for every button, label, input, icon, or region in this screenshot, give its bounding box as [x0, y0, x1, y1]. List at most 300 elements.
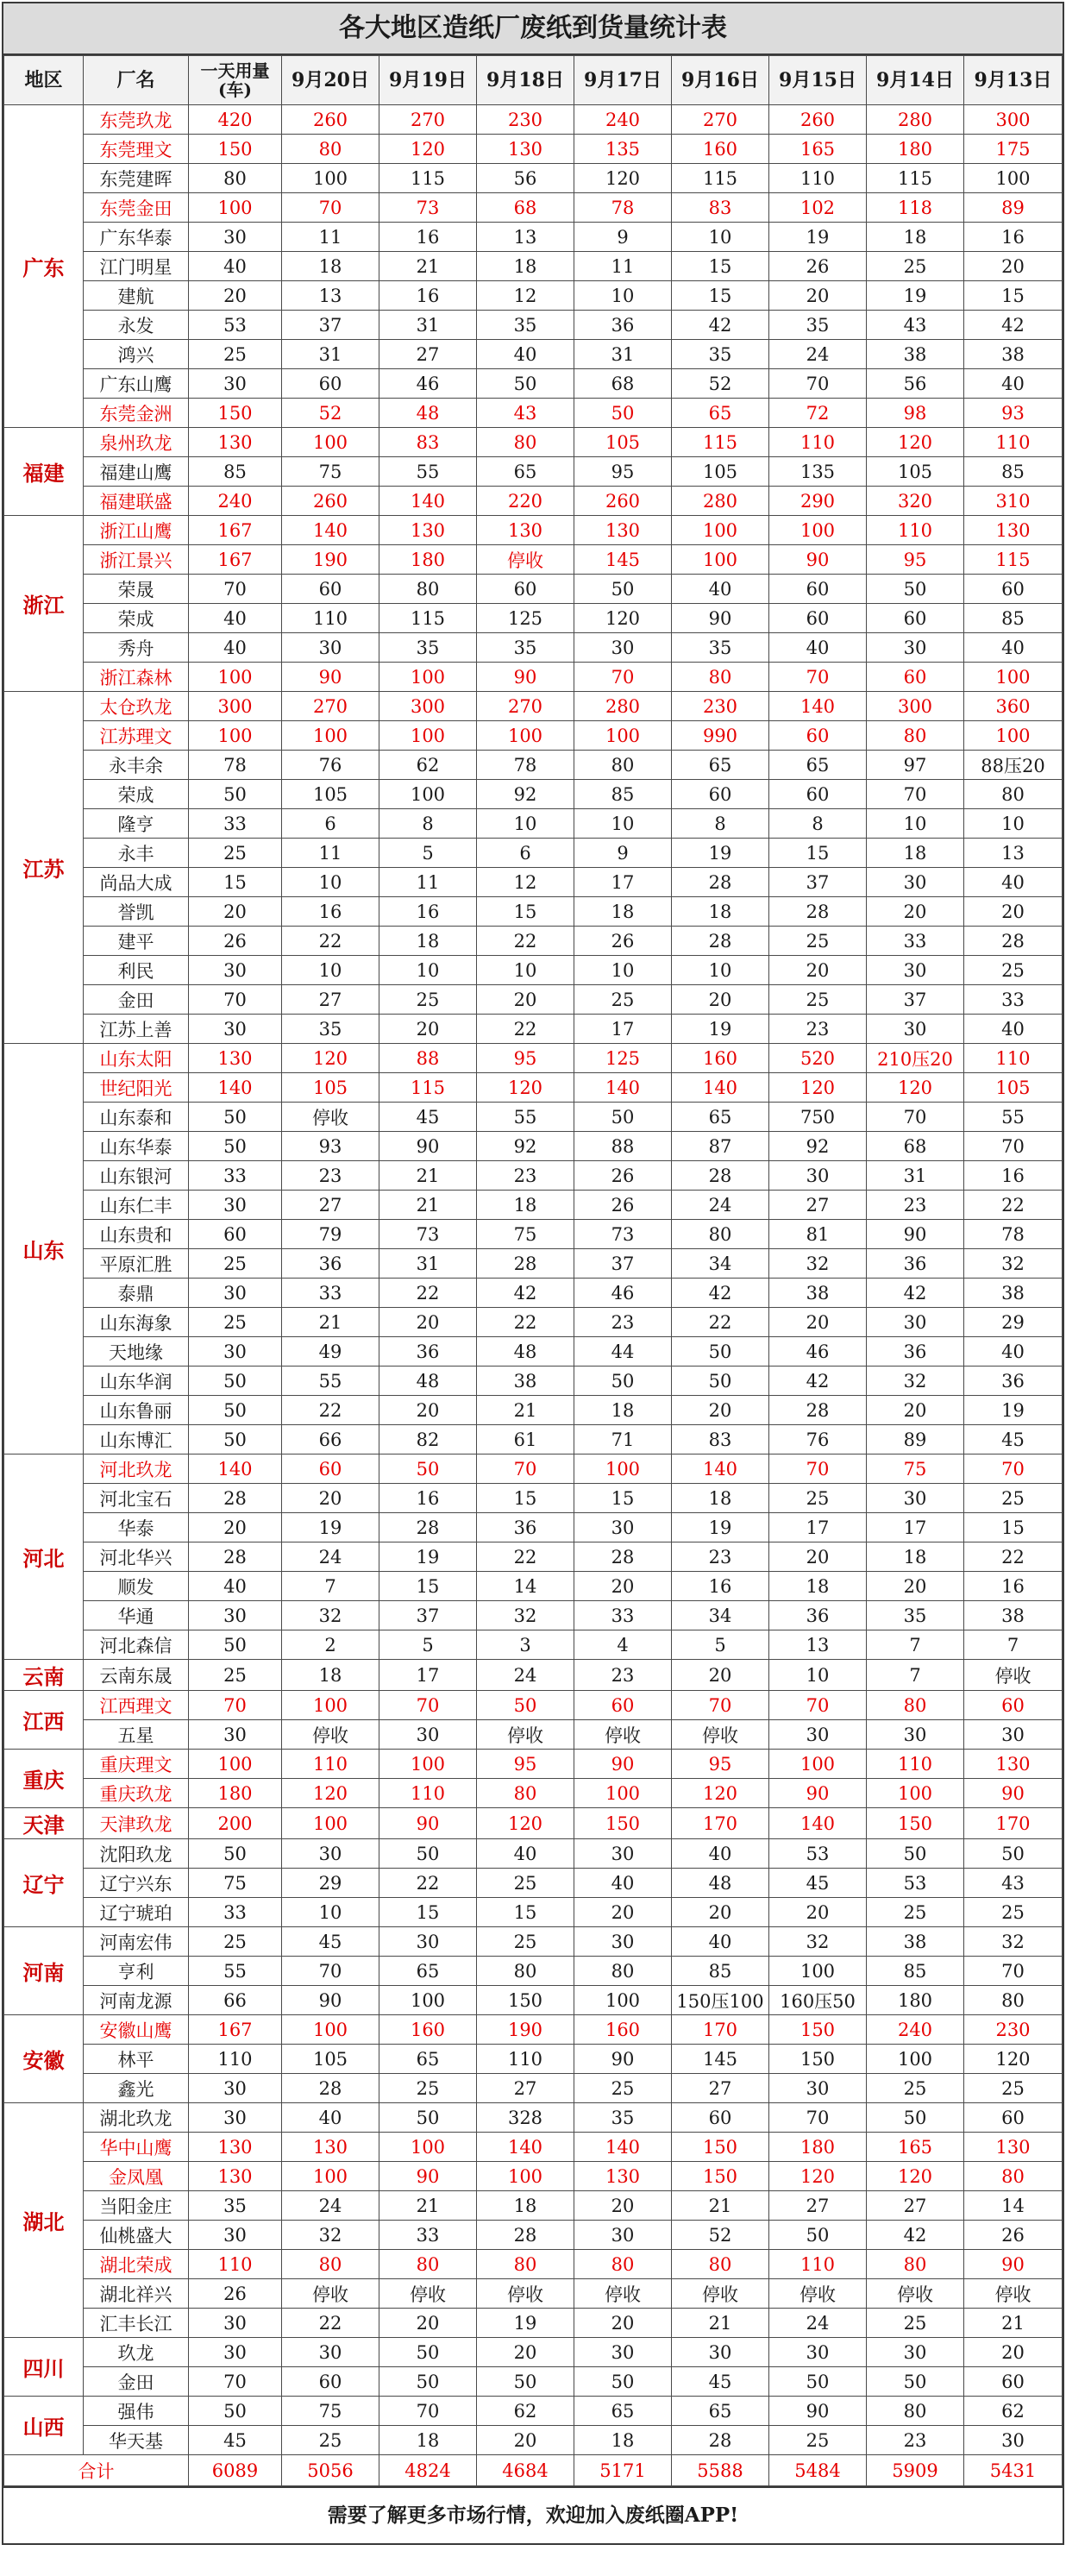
value-cell: 102	[769, 193, 867, 223]
value-cell: 30	[189, 1191, 282, 1220]
value-cell: 48	[477, 1337, 574, 1367]
value-cell: 120	[282, 1044, 379, 1073]
value-cell: 50	[867, 2103, 964, 2133]
header-row	[4, 56, 1063, 105]
value-cell: 90	[379, 1808, 477, 1839]
value-cell: 98	[867, 399, 964, 428]
value-cell: 33	[379, 2221, 477, 2250]
value-cell: 20	[574, 1898, 672, 1927]
value-cell: 90	[379, 2162, 477, 2191]
value-cell: 80	[867, 2250, 964, 2279]
region-cell: 山西	[4, 2397, 84, 2455]
value-cell: 20	[574, 1572, 672, 1601]
value-cell: 30	[189, 1720, 282, 1750]
value-cell: 50	[574, 1367, 672, 1396]
value-cell: 78	[477, 751, 574, 780]
value-cell: 65	[672, 751, 769, 780]
region-cell: 天津	[4, 1808, 84, 1839]
value-cell: 70	[477, 1454, 574, 1484]
value-cell: 210压20	[867, 1044, 964, 1073]
value-cell: 31	[379, 311, 477, 340]
value-cell: 50	[964, 1839, 1063, 1869]
value-cell: 16	[964, 223, 1063, 252]
value-cell: 33	[282, 1279, 379, 1308]
value-cell: 34	[672, 1601, 769, 1630]
mill-name-cell: 山东博汇	[84, 1425, 189, 1454]
value-cell: 120	[477, 1073, 574, 1103]
value-cell: 15	[769, 839, 867, 868]
value-cell: 45	[964, 1425, 1063, 1454]
value-cell: 89	[867, 1425, 964, 1454]
value-cell: 17	[379, 1660, 477, 1691]
value-cell: 100	[574, 721, 672, 751]
value-cell: 120	[282, 1779, 379, 1808]
value-cell: 18	[672, 1484, 769, 1513]
value-cell: 90	[379, 1132, 477, 1161]
value-cell: 60	[574, 1691, 672, 1720]
region-cell: 河北	[4, 1454, 84, 1660]
value-cell: 110	[867, 516, 964, 545]
table-row	[4, 1986, 1063, 2015]
value-cell: 100	[477, 721, 574, 751]
table-row	[4, 604, 1063, 633]
value-cell: 130	[379, 516, 477, 545]
value-cell: 70	[672, 1691, 769, 1720]
value-cell: 140	[282, 516, 379, 545]
value-cell: 50	[867, 575, 964, 604]
value-cell: 6	[282, 809, 379, 839]
value-cell: 65	[379, 1957, 477, 1986]
value-cell: 52	[672, 369, 769, 399]
value-cell: 33	[867, 927, 964, 956]
value-cell: 61	[477, 1425, 574, 1454]
value-cell: 62	[379, 751, 477, 780]
value-cell: 18	[867, 223, 964, 252]
value-cell: 24	[769, 340, 867, 369]
value-cell: 36	[769, 1601, 867, 1630]
value-cell: 68	[477, 193, 574, 223]
value-cell: 55	[282, 1367, 379, 1396]
table-row	[4, 193, 1063, 223]
value-cell: 11	[574, 252, 672, 281]
mill-name-cell: 誉凯	[84, 897, 189, 927]
value-cell: 100	[189, 663, 282, 692]
value-cell: 20	[477, 985, 574, 1015]
table-row	[4, 1779, 1063, 1808]
region-cell: 四川	[4, 2338, 84, 2397]
value-cell: 停收	[477, 1720, 574, 1750]
value-cell: 25	[769, 985, 867, 1015]
region-cell: 辽宁	[4, 1839, 84, 1927]
value-cell: 24	[477, 1660, 574, 1691]
value-cell: 13	[964, 839, 1063, 868]
value-cell: 70	[867, 780, 964, 809]
value-cell: 20	[672, 1660, 769, 1691]
value-cell: 30	[574, 1927, 672, 1957]
value-cell: 115	[379, 604, 477, 633]
value-cell: 66	[282, 1425, 379, 1454]
value-cell: 5	[379, 1630, 477, 1660]
value-cell: 10	[867, 809, 964, 839]
value-cell: 120	[867, 428, 964, 457]
mill-name-cell: 河北森信	[84, 1630, 189, 1660]
table-row	[4, 223, 1063, 252]
value-cell: 100	[867, 2045, 964, 2074]
total-value-cell: 5484	[769, 2455, 867, 2486]
value-cell: 10	[672, 956, 769, 985]
value-cell: 27	[769, 2191, 867, 2221]
value-cell: 140	[769, 692, 867, 721]
value-cell: 23	[477, 1161, 574, 1191]
table-row	[4, 1132, 1063, 1161]
value-cell: 25	[964, 956, 1063, 985]
value-cell: 34	[672, 1249, 769, 1279]
value-cell: 70	[769, 2103, 867, 2133]
value-cell: 23	[574, 1308, 672, 1337]
mill-name-cell: 山东太阳	[84, 1044, 189, 1073]
value-cell: 35	[379, 633, 477, 663]
value-cell: 30	[189, 1601, 282, 1630]
value-cell: 115	[672, 428, 769, 457]
value-cell: 360	[964, 692, 1063, 721]
mill-name-cell: 秀舟	[84, 633, 189, 663]
table-row	[4, 252, 1063, 281]
mill-name-cell: 东莞玖龙	[84, 105, 189, 135]
value-cell: 22	[964, 1191, 1063, 1220]
value-cell: 130	[964, 516, 1063, 545]
value-cell: 110	[769, 428, 867, 457]
value-cell: 7	[867, 1660, 964, 1691]
value-cell: 30	[867, 1015, 964, 1044]
value-cell: 80	[282, 135, 379, 164]
value-cell: 46	[574, 1279, 672, 1308]
mill-name-cell: 山东仁丰	[84, 1191, 189, 1220]
table-row	[4, 1660, 1063, 1691]
mill-name-cell: 山东海象	[84, 1308, 189, 1337]
region-cell: 安徽	[4, 2015, 84, 2103]
value-cell: 20	[574, 2191, 672, 2221]
value-cell: 40	[964, 369, 1063, 399]
value-cell: 160	[379, 2015, 477, 2045]
total-value-cell: 4824	[379, 2455, 477, 2486]
value-cell: 25	[574, 2074, 672, 2103]
table-row	[4, 1630, 1063, 1660]
table-row	[4, 457, 1063, 487]
value-cell: 130	[477, 135, 574, 164]
value-cell: 140	[574, 1073, 672, 1103]
value-cell: 44	[574, 1337, 672, 1367]
value-cell: 20	[867, 1396, 964, 1425]
value-cell: 19	[672, 1015, 769, 1044]
value-cell: 750	[769, 1103, 867, 1132]
value-cell: 12	[477, 281, 574, 311]
mill-name-cell: 建航	[84, 281, 189, 311]
value-cell: 7	[867, 1630, 964, 1660]
value-cell: 16	[379, 897, 477, 927]
value-cell: 120	[477, 1808, 574, 1839]
value-cell: 40	[769, 633, 867, 663]
value-cell: 停收	[672, 1720, 769, 1750]
mill-name-cell: 天地缘	[84, 1337, 189, 1367]
value-cell: 25	[769, 927, 867, 956]
value-cell: 110	[769, 164, 867, 193]
value-cell: 53	[769, 1839, 867, 1869]
value-cell: 15	[477, 1484, 574, 1513]
value-cell: 100	[769, 1750, 867, 1779]
value-cell: 167	[189, 516, 282, 545]
value-cell: 100	[964, 663, 1063, 692]
value-cell: 5	[379, 839, 477, 868]
value-cell: 20	[189, 281, 282, 311]
value-cell: 130	[189, 1044, 282, 1073]
value-cell: 15	[964, 281, 1063, 311]
table-row	[4, 428, 1063, 457]
table-row	[4, 1720, 1063, 1750]
table-row	[4, 2045, 1063, 2074]
value-cell: 40	[672, 575, 769, 604]
value-cell: 30	[282, 2338, 379, 2367]
value-cell: 18	[282, 1660, 379, 1691]
value-cell: 70	[282, 193, 379, 223]
value-cell: 420	[189, 105, 282, 135]
value-cell: 20	[769, 1898, 867, 1927]
value-cell: 21	[964, 2309, 1063, 2338]
value-cell: 90	[282, 663, 379, 692]
value-cell: 28	[477, 2221, 574, 2250]
report-container	[2, 2, 1064, 2545]
value-cell: 35	[672, 633, 769, 663]
value-cell: 60	[964, 575, 1063, 604]
value-cell: 140	[769, 1808, 867, 1839]
value-cell: 33	[574, 1601, 672, 1630]
value-cell: 40	[189, 604, 282, 633]
value-cell: 170	[672, 1808, 769, 1839]
value-cell: 停收	[574, 1720, 672, 1750]
value-cell: 28	[189, 1542, 282, 1572]
value-cell: 38	[477, 1367, 574, 1396]
mill-name-cell: 安徽山鹰	[84, 2015, 189, 2045]
mill-name-cell: 玖龙	[84, 2338, 189, 2367]
value-cell: 16	[379, 1484, 477, 1513]
value-cell: 150压100	[672, 1986, 769, 2015]
arrivals-table	[3, 55, 1063, 2486]
table-row	[4, 1044, 1063, 1073]
value-cell: 100	[769, 516, 867, 545]
value-cell: 60	[189, 1220, 282, 1249]
value-cell: 停收	[282, 2279, 379, 2309]
value-cell: 95	[867, 545, 964, 575]
table-row	[4, 1191, 1063, 1220]
value-cell: 150	[477, 1986, 574, 2015]
table-row	[4, 1396, 1063, 1425]
table-row	[4, 399, 1063, 428]
value-cell: 50	[574, 575, 672, 604]
value-cell: 29	[282, 1869, 379, 1898]
table-row	[4, 1601, 1063, 1630]
mill-name-cell: 山东华润	[84, 1367, 189, 1396]
value-cell: 45	[189, 2426, 282, 2455]
value-cell: 130	[964, 2133, 1063, 2162]
mill-name-cell: 江门明星	[84, 252, 189, 281]
value-cell: 79	[282, 1220, 379, 1249]
value-cell: 30	[189, 223, 282, 252]
value-cell: 60	[282, 1454, 379, 1484]
value-cell: 4	[574, 1630, 672, 1660]
value-cell: 520	[769, 1044, 867, 1073]
value-cell: 115	[672, 164, 769, 193]
value-cell: 10	[574, 281, 672, 311]
value-cell: 12	[477, 868, 574, 897]
table-body	[4, 105, 1063, 2486]
value-cell: 100	[282, 1808, 379, 1839]
value-cell: 31	[574, 340, 672, 369]
table-row	[4, 2162, 1063, 2191]
mill-name-cell: 浙江山鹰	[84, 516, 189, 545]
value-cell: 50	[379, 2338, 477, 2367]
value-cell: 停收	[379, 2279, 477, 2309]
value-cell: 100	[769, 1957, 867, 1986]
value-cell: 100	[282, 2015, 379, 2045]
mill-name-cell: 林平	[84, 2045, 189, 2074]
table-row	[4, 1249, 1063, 1279]
value-cell: 28	[189, 1484, 282, 1513]
mill-name-cell: 浙江景兴	[84, 545, 189, 575]
value-cell: 20	[189, 897, 282, 927]
value-cell: 37	[867, 985, 964, 1015]
mill-name-cell: 华通	[84, 1601, 189, 1630]
value-cell: 18	[867, 1542, 964, 1572]
column-header: 9月17日	[574, 56, 672, 105]
mill-name-cell: 当阳金庄	[84, 2191, 189, 2221]
value-cell: 25	[189, 1249, 282, 1279]
value-cell: 50	[379, 1454, 477, 1484]
value-cell: 100	[379, 663, 477, 692]
mill-name-cell: 金田	[84, 2367, 189, 2397]
value-cell: 120	[672, 1779, 769, 1808]
table-row	[4, 1839, 1063, 1869]
value-cell: 20	[574, 2309, 672, 2338]
value-cell: 32	[477, 1601, 574, 1630]
value-cell: 30	[867, 956, 964, 985]
value-cell: 95	[477, 1044, 574, 1073]
table-row	[4, 868, 1063, 897]
value-cell: 18	[477, 252, 574, 281]
region-cell: 广东	[4, 105, 84, 428]
value-cell: 25	[574, 985, 672, 1015]
value-cell: 90	[282, 1986, 379, 2015]
value-cell: 35	[189, 2191, 282, 2221]
value-cell: 37	[282, 311, 379, 340]
value-cell: 17	[769, 1513, 867, 1542]
value-cell: 26	[769, 252, 867, 281]
value-cell: 46	[379, 369, 477, 399]
value-cell: 32	[964, 1927, 1063, 1957]
value-cell: 72	[769, 399, 867, 428]
value-cell: 45	[379, 1103, 477, 1132]
value-cell: 36	[867, 1249, 964, 1279]
value-cell: 18	[379, 927, 477, 956]
value-cell: 125	[477, 604, 574, 633]
value-cell: 36	[282, 1249, 379, 1279]
value-cell: 20	[672, 985, 769, 1015]
value-cell: 13	[477, 223, 574, 252]
value-cell: 140	[672, 1454, 769, 1484]
value-cell: 20	[477, 2338, 574, 2367]
value-cell: 18	[574, 897, 672, 927]
value-cell: 30	[189, 2103, 282, 2133]
mill-name-cell: 汇丰长江	[84, 2309, 189, 2338]
mill-name-cell: 太仓玖龙	[84, 692, 189, 721]
value-cell: 48	[379, 399, 477, 428]
value-cell: 19	[477, 2309, 574, 2338]
value-cell: 10	[282, 1898, 379, 1927]
value-cell: 55	[379, 457, 477, 487]
value-cell: 85	[574, 780, 672, 809]
value-cell: 85	[964, 457, 1063, 487]
value-cell: 18	[282, 252, 379, 281]
value-cell: 16	[379, 281, 477, 311]
value-cell: 160	[574, 2015, 672, 2045]
mill-name-cell: 强伟	[84, 2397, 189, 2426]
value-cell: 90	[964, 1779, 1063, 1808]
value-cell: 100	[282, 164, 379, 193]
value-cell: 35	[672, 340, 769, 369]
value-cell: 40	[477, 1839, 574, 1869]
value-cell: 23	[672, 1542, 769, 1572]
value-cell: 130	[477, 516, 574, 545]
value-cell: 50	[672, 1337, 769, 1367]
value-cell: 110	[379, 1779, 477, 1808]
value-cell: 230	[964, 2015, 1063, 2045]
table-row	[4, 311, 1063, 340]
value-cell: 35	[769, 311, 867, 340]
value-cell: 120	[769, 2162, 867, 2191]
value-cell: 22	[672, 1308, 769, 1337]
value-cell: 30	[769, 1161, 867, 1191]
value-cell: 28	[282, 2074, 379, 2103]
column-header: 9月13日	[964, 56, 1063, 105]
value-cell: 19	[672, 1513, 769, 1542]
table-row	[4, 692, 1063, 721]
value-cell: 120	[964, 2045, 1063, 2074]
value-cell: 75	[282, 457, 379, 487]
value-cell: 270	[282, 692, 379, 721]
value-cell: 42	[477, 1279, 574, 1308]
value-cell: 15	[964, 1513, 1063, 1542]
value-cell: 17	[867, 1513, 964, 1542]
value-cell: 280	[574, 692, 672, 721]
value-cell: 27	[867, 2191, 964, 2221]
value-cell: 20	[769, 281, 867, 311]
value-cell: 43	[867, 311, 964, 340]
value-cell: 21	[672, 2309, 769, 2338]
value-cell: 停收	[282, 1103, 379, 1132]
value-cell: 76	[769, 1425, 867, 1454]
value-cell: 18	[672, 897, 769, 927]
value-cell: 30	[672, 2338, 769, 2367]
table-row	[4, 575, 1063, 604]
value-cell: 25	[769, 2426, 867, 2455]
value-cell: 30	[769, 2338, 867, 2367]
value-cell: 320	[867, 487, 964, 516]
value-cell: 140	[672, 1073, 769, 1103]
table-row	[4, 281, 1063, 311]
value-cell: 30	[189, 1279, 282, 1308]
value-cell: 55	[477, 1103, 574, 1132]
value-cell: 25	[282, 2426, 379, 2455]
value-cell: 30	[189, 369, 282, 399]
value-cell: 35	[574, 2103, 672, 2133]
